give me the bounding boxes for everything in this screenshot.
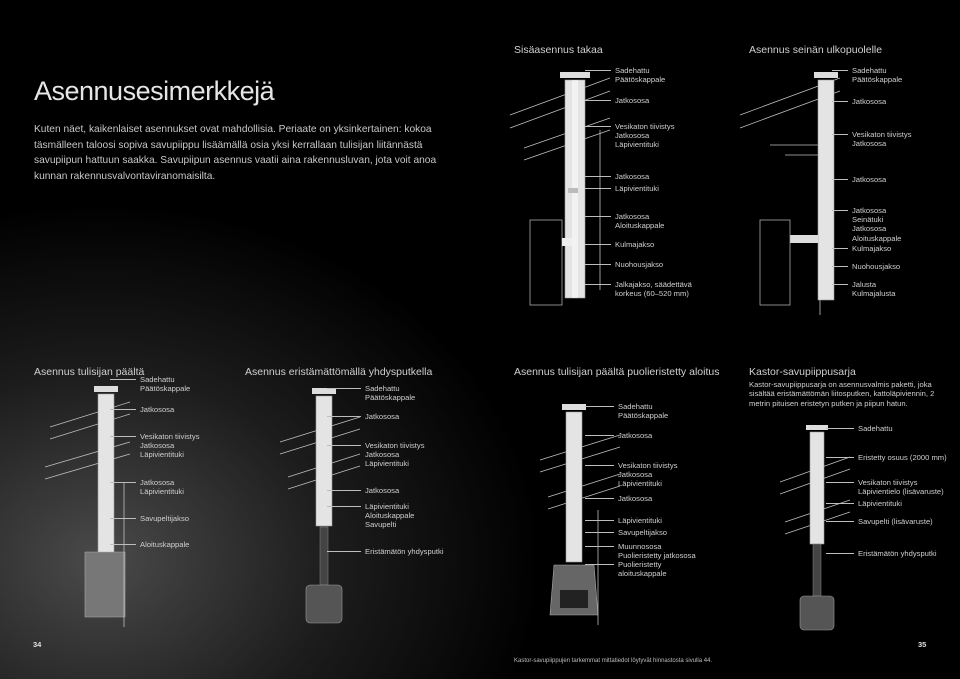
callout-line (585, 435, 614, 436)
callout-label-back: Kulmajakso (615, 240, 655, 249)
callout-line (585, 244, 611, 245)
heading-wall-install: Asennus seinän ulkopuolelle (749, 44, 883, 56)
callout-line (832, 266, 848, 267)
callout-line (110, 518, 136, 519)
callout-line (327, 490, 361, 491)
callout-line (832, 248, 848, 249)
heading-half-insulated-install: Asennus tulisijan päältä puolieristetty aloitus (514, 366, 720, 378)
callout-label-wall: Jatkososa Seinätuki Jatkososa Aloituskappale (852, 206, 902, 243)
heading-top-install: Asennus tulisijan päältä (34, 366, 145, 378)
callout-line (832, 101, 848, 102)
callout-line (832, 70, 848, 71)
callout-line (585, 176, 611, 177)
callout-label-wall: Sadehattu Päätöskappale (852, 66, 903, 85)
callout-line (826, 457, 854, 458)
callout-line (826, 503, 854, 504)
callout-line (585, 188, 611, 189)
callout-line (832, 284, 848, 285)
callout-line (585, 100, 611, 101)
callout-label-uninsulated: Läpivientituki Aloituskappale Savupelti (365, 502, 415, 530)
callout-line (585, 564, 614, 565)
callout-line (826, 482, 854, 483)
callout-line (832, 210, 848, 211)
callout-label-kastor: Vesikaton tiivistys Läpivientielo (lisävaruste) (858, 478, 944, 497)
callout-label-wall: Nuohousjakso (852, 262, 901, 271)
callout-label-top: Savupeltijakso (140, 514, 189, 523)
callout-line (327, 388, 361, 389)
callout-line (832, 134, 848, 135)
footnote: Kastor-savupiippujen tarkemmat mittatiedot löytyvät hinnastosta sivulla 44. (514, 658, 713, 664)
callout-label-top: Aloituskappale (140, 540, 190, 549)
diagram-top-install (40, 382, 130, 632)
heading-uninsulated-install: Asennus eristämättömällä yhdysputkella (245, 366, 433, 378)
callout-label-half: Puolieristetty aloituskappale (618, 560, 667, 579)
callout-label-half: Vesikaton tiivistys Jatkososa Läpivientituki (618, 461, 678, 489)
callout-label-back: Jatkososa (615, 172, 650, 181)
callout-label-half: Muunnososa Puolieristetty jatkososa (618, 542, 696, 561)
callout-line (585, 465, 614, 466)
callout-label-back: Sadehattu Päätöskappale (615, 66, 666, 85)
callout-line (585, 546, 614, 547)
callout-line (585, 498, 614, 499)
callout-label-top: Sadehattu Päätöskappale (140, 375, 191, 394)
callout-line (110, 379, 136, 380)
page-number-left: 34 (33, 640, 42, 649)
callout-label-kastor: Läpivientituki (858, 499, 902, 508)
callout-label-back: Jalkajakso, säädettävä korkeus (60–520 mm) (615, 280, 692, 299)
page-number-right: 35 (918, 640, 927, 649)
callout-label-wall: Vesikaton tiivistys Jatkososa (852, 130, 912, 149)
callout-line (826, 553, 854, 554)
callout-label-wall: Jatkososa (852, 97, 887, 106)
page-title: Asennusesimerkkejä (34, 76, 275, 106)
callout-label-kastor: Sadehattu (858, 424, 893, 433)
diagram-back-install (510, 60, 610, 320)
callout-line (585, 70, 611, 71)
callout-label-uninsulated: Jatkososa (365, 412, 400, 421)
intro-text: Kuten näet, kaikenlaiset asennukset ovat mahdollisia. Periaate on yksinkertainen: kokoa täsmälleen taloosi sopiva savupiippu lisäämällä osia yksi kerrallaan tulisijan liitännästä savupiipun hattuun saakka. Savupiipun asennus vaatii aina rakennusluvan, jota voit anoa kunnan rakennusvalvontaviranomaisilta. (34, 124, 437, 182)
diagram-wall-install (740, 60, 840, 320)
callout-label-uninsulated: Jatkososa (365, 486, 400, 495)
callout-label-half: Jatkososa (618, 431, 653, 440)
callout-line (585, 406, 614, 407)
callout-line (585, 532, 614, 533)
callout-label-top: Jatkososa Läpivientituki (140, 478, 184, 497)
callout-line (327, 416, 361, 417)
diagram-uninsulated (280, 382, 360, 632)
callout-label-back: Nuohousjakso (615, 260, 664, 269)
callout-label-uninsulated: Vesikaton tiivistys Jatkososa Läpivientituki (365, 441, 425, 469)
callout-label-wall: Kulmajakso (852, 244, 892, 253)
callout-line (832, 179, 848, 180)
callout-label-wall: Jalusta Kulmajalusta (852, 280, 896, 299)
callout-label-half: Savupeltijakso (618, 528, 667, 537)
callout-label-uninsulated: Eristämätön yhdysputki (365, 547, 444, 556)
heading-back-install: Sisäasennus takaa (514, 44, 603, 56)
callout-label-wall: Jatkososa (852, 175, 887, 184)
callout-line (110, 436, 136, 437)
callout-label-kastor: Eristetty osuus (2000 mm) (858, 453, 947, 462)
callout-line (110, 482, 136, 483)
kastor-description: Kastor-savupiippusarja on asennusvalmis paketti, joka sisältää eristämättömän liitosputken, kattoläpiviennin, 2 metrin pituisen eristetyn putken ja piipun hatun. (749, 380, 935, 408)
heading-kastor: Kastor-savupiippusarja (749, 366, 856, 378)
callout-line (585, 126, 611, 127)
callout-label-back: Läpivientituki (615, 184, 659, 193)
callout-line (826, 428, 854, 429)
callout-label-back: Jatkososa Aloituskappale (615, 212, 665, 231)
callout-line (585, 264, 611, 265)
callout-line (585, 284, 611, 285)
callout-label-back: Jatkososa (615, 96, 650, 105)
callout-label-half: Läpivientituki (618, 516, 662, 525)
callout-label-half: Jatkososa (618, 494, 653, 503)
callout-label-kastor: Eristämätön yhdysputki (858, 549, 937, 558)
callout-label-uninsulated: Sadehattu Päätöskappale (365, 384, 416, 403)
callout-label-back: Vesikaton tiivistys Jatkososa Läpivientituki (615, 122, 675, 150)
callout-line (327, 551, 361, 552)
callout-line (585, 520, 614, 521)
callout-line (327, 506, 361, 507)
callout-line (826, 521, 854, 522)
callout-line (110, 409, 136, 410)
callout-label-half: Sadehattu Päätöskappale (618, 402, 669, 421)
callout-label-kastor: Savupelti (lisävaruste) (858, 517, 933, 526)
diagram-kastor (780, 422, 850, 632)
callout-line (585, 216, 611, 217)
callout-line (110, 544, 136, 545)
callout-label-top: Jatkososa (140, 405, 175, 414)
callout-line (327, 445, 361, 446)
callout-label-top: Vesikaton tiivistys Jatkososa Läpivientituki (140, 432, 200, 460)
